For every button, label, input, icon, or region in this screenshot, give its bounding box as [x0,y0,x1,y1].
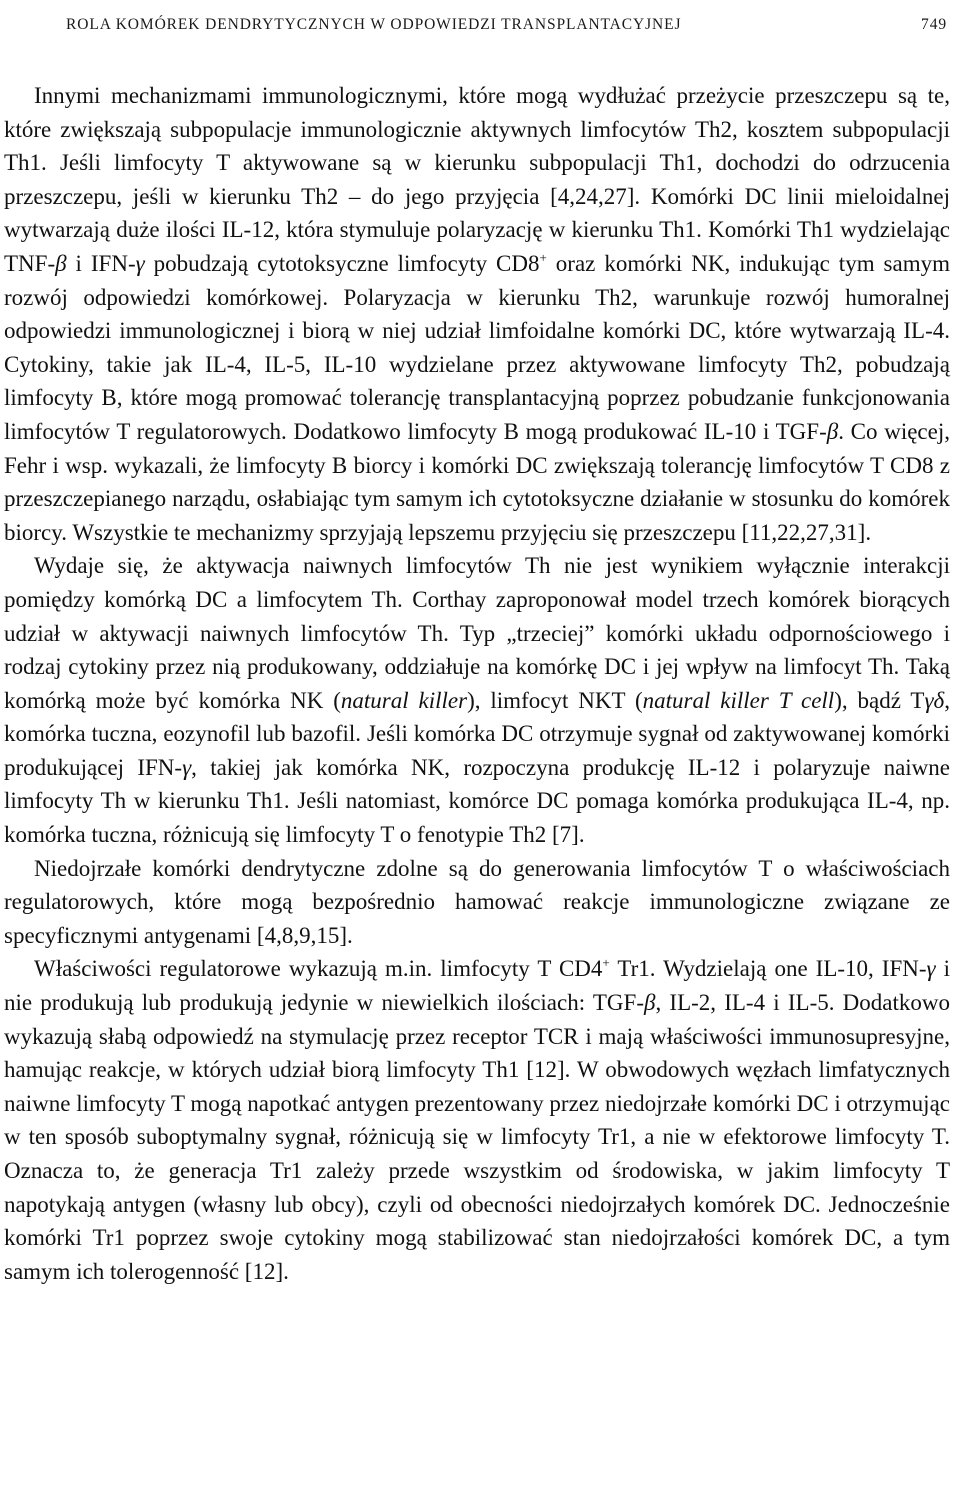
running-header [4,0,950,34]
article-body [4,79,950,1288]
page-number: 749 [921,16,947,33]
running-title: ROLA KOMÓREK DENDRYTYCZNYCH W ODPOWIEDZI TRANSPLANTACYJNEJ [66,16,682,33]
paragraph-4: Właściwości regulatorowe wykazują m.in. limfocyty T CD4+ Tr1. Wydzielają one IL-10, IFN-γ i nie produkują lub produkują jedynie w niewielkich ilościach: TGF-β, IL-2, IL-4 i IL-5. Dodatkowo wykazują słabą odpowiedź na stymulację przez receptor TCR i mają właściwości immunosupresyjne, hamując reakcje, w których udział biorą limfocyty Th1 [12]. W obwodowych węzłach limfatycznych naiwne limfocyty T mogą napotkać antygen prezentowany przez niedojrzałe komórki DC i otrzymując w ten sposób suboptymalny sygnał, różnicują się w limfocyty Tr1, a nie w efektorowe limfocyty T. Oznacza to, że generacja Tr1 zależy przede wszystkim od środowiska, w jakim limfocyty T napotykają antygen (własny lub obcy), czyli od obecności niedojrzałych komórek DC. Jednocześnie komórki Tr1 poprzez swoje cytokiny mogą stabilizować stan niedojrzałości komórek DC, a tym samym ich tolerogenność [12]. [4,955,950,1284]
paragraph-1: Innymi mechanizmami immunologicznymi, które mogą wydłużać przeżycie przeszczepu są te, które zwiększają subpopulacje immunologicznie aktywnych limfocytów Th2, kosztem subpopulacji Th1. Jeśli limfocyty T aktywowane są w kierunku subpopulacji Th1, dochodzi do odrzucenia przeszczepu, jeśli w kierunku Th2 – do jego przyjęcia [4,24,27]. Komórki DC linii mieloidalnej wytwarzają duże ilości IL-12, która stymuluje polaryzację w kierunku Th1. Komórki Th1 wydzielając TNF-β i IFN-γ pobudzają cytotoksyczne limfocyty CD8+ oraz komórki NK, indukując tym samym rozwój odpowiedzi komórkowej. Polaryzacja w kierunku Th2, warunkuje rozwój humoralnej odpowiedzi immunologicznej i biorą w niej udział limfoidalne komórki DC, które wytwarzają IL-4. Cytokiny, takie jak IL-4, IL-5, IL-10 wydzielane przez aktywowane limfocyty Th2, pobudzają limfocyty B, które mogą promować tolerancję transplantacyjną poprzez pobudzanie funkcjonowania limfocytów T regulatorowych. Dodatkowo limfocyty B mogą produkować IL-10 i TGF-β. Co więcej, Fehr i wsp. wykazali, że limfocyty B biorcy i komórki DC zwiększają tolerancję limfocytów T CD8 z przeszczepianego narządu, osłabiając tym samym ich cytotoksyczne działanie w stosunku do komórek biorcy. Wszystkie te mechanizmy sprzyjają lepszemu przyjęciu się przeszczepu [11,22,27,31]. [4,83,950,545]
paragraph-2: Wydaje się, że aktywacja naiwnych limfocytów Th nie jest wynikiem wyłącznie interakcji pomiędzy komórką DC a limfocytem Th. Corthay zaproponował model trzech komórek biorących udział w aktywacji naiwnych limfocytów Th. Typ „trzeciej” komórki układu odpornościowego i rodzaj cytokiny przez nią produkowany, oddziałuje na komórkę DC i jej wpływ na limfocyt Th. Taką komórką może być komórka NK (natural killer), limfocyt NKT (natural killer T cell), bądź Tγδ, komórka tuczna, eozynofil lub bazofil. Jeśli komórka DC otrzymuje sygnał od zaktywowanej komórki produkującej IFN-γ, takiej jak komórka NK, rozpoczyna produkcję IL-12 i polaryzuje naiwne limfocyty Th w kierunku Th1. Jeśli natomiast, komórce DC pomaga komórka produkująca IL-4, np. komórka tuczna, różnicują się limfocyty T o fenotypie Th2 [7]. [4,553,950,848]
paragraph-3: Niedojrzałe komórki dendrytyczne zdolne są do generowania limfocytów T o właściwościach regulatorowych, które mogą bezpośrednio hamować reakcje immunologiczne związane ze specyficznymi antygenami [4,8,9,15]. [4,855,950,948]
